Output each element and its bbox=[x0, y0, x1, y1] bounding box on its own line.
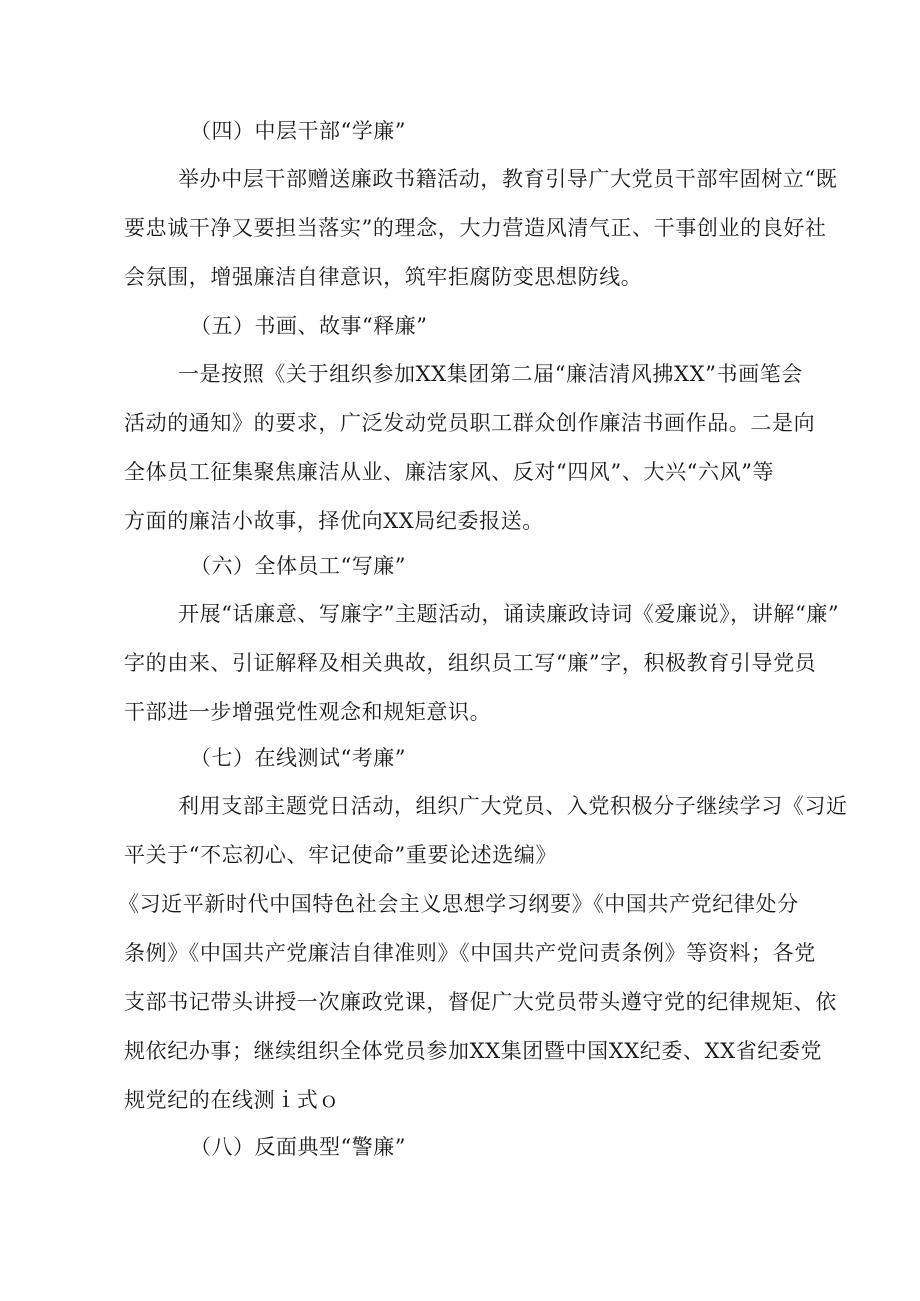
section-body-7-continued bbox=[118, 880, 837, 1125]
body-line: 方面的廉洁小故事，择优向XX局纪委报送。 bbox=[124, 509, 544, 533]
section-body-7 bbox=[124, 782, 848, 880]
section-body-6 bbox=[124, 590, 840, 737]
section-heading-4: （四）中层干部“学廉” bbox=[190, 119, 406, 143]
body-line: 条例》《中国共产党廉洁自律准则》《中国共产党问责条例》等资料；各党 bbox=[124, 941, 816, 965]
section-heading-7: （七）在线测试“考廉” bbox=[190, 746, 406, 770]
body-line: 全体员工征集聚焦廉洁从业、廉洁家风、反对“四风”、大兴“六风”等 bbox=[124, 460, 775, 484]
body-line: 平关于“不忘初心、牢记使命”重要论述选编》 bbox=[124, 843, 558, 867]
body-line: 干部进一步增强党性观念和规矩意识。 bbox=[124, 700, 492, 724]
section-heading-8: （八）反面典型“警廉” bbox=[190, 1135, 406, 1159]
body-line: 会氛围，增强廉洁自律意识，筑牢拒腐防变思想防线。 bbox=[124, 265, 643, 289]
body-line: 活动的通知》的要求，广泛发动党员职工群众创作廉洁书画作品。二是向 bbox=[124, 411, 816, 435]
section-heading-6: （六）全体员工“写廉” bbox=[190, 554, 406, 578]
body-line: 支部书记带头讲授一次廉政党课，督促广大党员带头遵守党的纪律规矩、依 bbox=[124, 990, 837, 1014]
body-line: 字的由来、引证解释及相关典故，组织员工写“廉”字，积极教育引导党员 bbox=[124, 651, 817, 675]
body-line: 规党纪的在线测ｉ式ｏ bbox=[124, 1088, 340, 1112]
body-line: 开展“话廉意、写廉字”主题活动，诵读廉政诗词《爱廉说》，讲解“廉” bbox=[178, 602, 840, 626]
body-line: 利用支部主题党日活动，组织广大党员、入党积极分子继续学习《习近 bbox=[178, 794, 848, 818]
body-line: 要忠诚干净又要担当落实”的理念，大力营造风清气正、干事创业的良好社 bbox=[124, 216, 827, 240]
body-line: 一是按照《关于组织参加XX集团第二届“廉洁清风拂XX”书画笔会 bbox=[178, 362, 803, 386]
section-body-4 bbox=[124, 155, 838, 302]
body-line: 举办中层干部赠送廉政书籍活动，教育引导广大党员干部牢固树立“既 bbox=[178, 167, 838, 191]
body-line: 《习近平新时代中国特色社会主义思想学习纲要》《中国共产党纪律处分 bbox=[118, 892, 799, 916]
body-line: 规依纪办事；继续组织全体党员参加XX集团暨中国XX纪委、XX省纪委党 bbox=[124, 1039, 823, 1063]
section-body-5 bbox=[124, 350, 816, 546]
section-heading-5: （五）书画、故事“释廉” bbox=[190, 314, 428, 338]
